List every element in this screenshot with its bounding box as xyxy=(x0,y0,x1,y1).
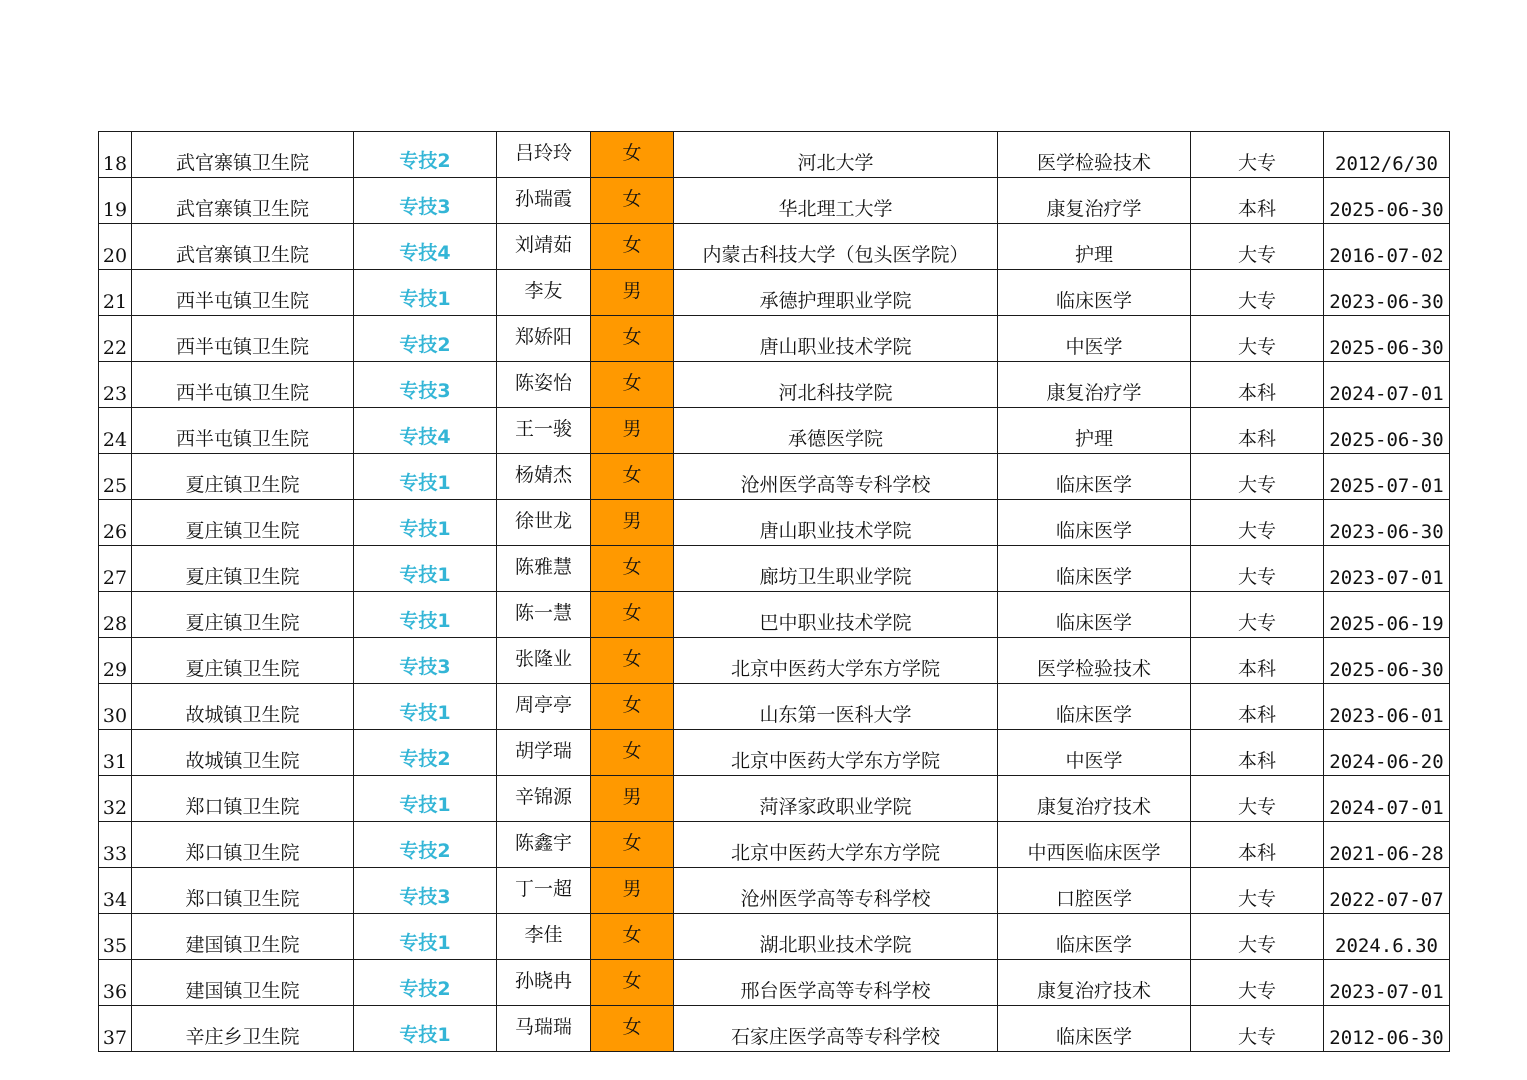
name-cell: 丁一超 xyxy=(497,868,591,914)
table-row xyxy=(99,684,1450,730)
post-cell: 专技2 xyxy=(354,822,497,868)
post-cell: 专技2 xyxy=(354,960,497,1006)
graduation-date-cell: 2025-06-30 xyxy=(1324,638,1450,684)
school-cell: 北京中医药大学东方学院 xyxy=(674,638,998,684)
major-cell: 护理 xyxy=(998,408,1191,454)
gender-cell: 女 xyxy=(591,960,674,1006)
gender-cell: 女 xyxy=(591,914,674,960)
table-row xyxy=(99,224,1450,270)
table-row xyxy=(99,960,1450,1006)
table-row xyxy=(99,914,1450,960)
graduation-date-cell: 2025-06-19 xyxy=(1324,592,1450,638)
post-cell: 专技1 xyxy=(354,914,497,960)
row-number-cell: 25 xyxy=(99,454,132,500)
school-cell: 河北科技学院 xyxy=(674,362,998,408)
name-cell: 陈姿怡 xyxy=(497,362,591,408)
school-cell: 北京中医药大学东方学院 xyxy=(674,730,998,776)
school-cell: 山东第一医科大学 xyxy=(674,684,998,730)
major-cell: 临床医学 xyxy=(998,546,1191,592)
gender-cell: 女 xyxy=(591,546,674,592)
education-cell: 大专 xyxy=(1191,960,1324,1006)
school-cell: 唐山职业技术学院 xyxy=(674,500,998,546)
major-cell: 中西医临床医学 xyxy=(998,822,1191,868)
school-cell: 廊坊卫生职业学院 xyxy=(674,546,998,592)
table-body xyxy=(99,132,1450,1052)
unit-cell: 夏庄镇卫生院 xyxy=(132,454,354,500)
school-cell: 石家庄医学高等专科学校 xyxy=(674,1006,998,1052)
post-cell: 专技1 xyxy=(354,776,497,822)
post-cell: 专技1 xyxy=(354,592,497,638)
name-cell: 李佳 xyxy=(497,914,591,960)
graduation-date-cell: 2023-07-01 xyxy=(1324,546,1450,592)
name-cell: 王一骏 xyxy=(497,408,591,454)
major-cell: 中医学 xyxy=(998,730,1191,776)
unit-cell: 西半屯镇卫生院 xyxy=(132,316,354,362)
row-number-cell: 34 xyxy=(99,868,132,914)
table-row xyxy=(99,1006,1450,1052)
school-cell: 巴中职业技术学院 xyxy=(674,592,998,638)
graduation-date-cell: 2024-07-01 xyxy=(1324,362,1450,408)
school-cell: 菏泽家政职业学院 xyxy=(674,776,998,822)
post-cell: 专技2 xyxy=(354,132,497,178)
school-cell: 河北大学 xyxy=(674,132,998,178)
table-row xyxy=(99,868,1450,914)
major-cell: 康复治疗学 xyxy=(998,178,1191,224)
gender-cell: 女 xyxy=(591,316,674,362)
education-cell: 本科 xyxy=(1191,684,1324,730)
row-number-cell: 20 xyxy=(99,224,132,270)
education-cell: 大专 xyxy=(1191,868,1324,914)
gender-cell: 男 xyxy=(591,868,674,914)
education-cell: 本科 xyxy=(1191,178,1324,224)
major-cell: 临床医学 xyxy=(998,454,1191,500)
post-cell: 专技3 xyxy=(354,868,497,914)
education-cell: 本科 xyxy=(1191,408,1324,454)
education-cell: 大专 xyxy=(1191,454,1324,500)
major-cell: 口腔医学 xyxy=(998,868,1191,914)
school-cell: 北京中医药大学东方学院 xyxy=(674,822,998,868)
post-cell: 专技1 xyxy=(354,500,497,546)
name-cell: 孙瑞霞 xyxy=(497,178,591,224)
graduation-date-cell: 2022-07-07 xyxy=(1324,868,1450,914)
gender-cell: 女 xyxy=(591,178,674,224)
row-number-cell: 30 xyxy=(99,684,132,730)
graduation-date-cell: 2023-06-01 xyxy=(1324,684,1450,730)
name-cell: 胡学瑞 xyxy=(497,730,591,776)
unit-cell: 夏庄镇卫生院 xyxy=(132,592,354,638)
graduation-date-cell: 2025-06-30 xyxy=(1324,408,1450,454)
unit-cell: 西半屯镇卫生院 xyxy=(132,270,354,316)
post-cell: 专技4 xyxy=(354,408,497,454)
graduation-date-cell: 2025-06-30 xyxy=(1324,316,1450,362)
post-cell: 专技4 xyxy=(354,224,497,270)
graduation-date-cell: 2023-07-01 xyxy=(1324,960,1450,1006)
post-cell: 专技2 xyxy=(354,316,497,362)
graduation-date-cell: 2025-06-30 xyxy=(1324,178,1450,224)
name-cell: 陈鑫宇 xyxy=(497,822,591,868)
school-cell: 内蒙古科技大学（包头医学院） xyxy=(674,224,998,270)
school-cell: 承德护理职业学院 xyxy=(674,270,998,316)
table-row xyxy=(99,592,1450,638)
row-number-cell: 27 xyxy=(99,546,132,592)
table-row xyxy=(99,822,1450,868)
education-cell: 本科 xyxy=(1191,638,1324,684)
post-cell: 专技1 xyxy=(354,684,497,730)
major-cell: 医学检验技术 xyxy=(998,638,1191,684)
major-cell: 护理 xyxy=(998,224,1191,270)
row-number-cell: 19 xyxy=(99,178,132,224)
unit-cell: 夏庄镇卫生院 xyxy=(132,500,354,546)
unit-cell: 郑口镇卫生院 xyxy=(132,776,354,822)
major-cell: 康复治疗技术 xyxy=(998,776,1191,822)
graduation-date-cell: 2023-06-30 xyxy=(1324,270,1450,316)
major-cell: 临床医学 xyxy=(998,684,1191,730)
name-cell: 张隆业 xyxy=(497,638,591,684)
unit-cell: 建国镇卫生院 xyxy=(132,960,354,1006)
table-row xyxy=(99,270,1450,316)
graduation-date-cell: 2024.6.30 xyxy=(1324,914,1450,960)
row-number-cell: 32 xyxy=(99,776,132,822)
major-cell: 临床医学 xyxy=(998,270,1191,316)
row-number-cell: 28 xyxy=(99,592,132,638)
unit-cell: 故城镇卫生院 xyxy=(132,730,354,776)
unit-cell: 武官寨镇卫生院 xyxy=(132,224,354,270)
row-number-cell: 21 xyxy=(99,270,132,316)
post-cell: 专技2 xyxy=(354,730,497,776)
graduation-date-cell: 2024-07-01 xyxy=(1324,776,1450,822)
row-number-cell: 22 xyxy=(99,316,132,362)
table-row xyxy=(99,408,1450,454)
post-cell: 专技1 xyxy=(354,270,497,316)
major-cell: 临床医学 xyxy=(998,914,1191,960)
name-cell: 孙晓冉 xyxy=(497,960,591,1006)
school-cell: 华北理工大学 xyxy=(674,178,998,224)
unit-cell: 武官寨镇卫生院 xyxy=(132,132,354,178)
major-cell: 临床医学 xyxy=(998,500,1191,546)
education-cell: 大专 xyxy=(1191,592,1324,638)
school-cell: 沧州医学高等专科学校 xyxy=(674,454,998,500)
table-row xyxy=(99,730,1450,776)
major-cell: 临床医学 xyxy=(998,1006,1191,1052)
education-cell: 本科 xyxy=(1191,730,1324,776)
gender-cell: 男 xyxy=(591,776,674,822)
unit-cell: 郑口镇卫生院 xyxy=(132,868,354,914)
table-row xyxy=(99,776,1450,822)
graduation-date-cell: 2016-07-02 xyxy=(1324,224,1450,270)
gender-cell: 女 xyxy=(591,730,674,776)
education-cell: 大专 xyxy=(1191,914,1324,960)
graduation-date-cell: 2012/6/30 xyxy=(1324,132,1450,178)
gender-cell: 女 xyxy=(591,362,674,408)
post-cell: 专技1 xyxy=(354,454,497,500)
education-cell: 大专 xyxy=(1191,500,1324,546)
school-cell: 沧州医学高等专科学校 xyxy=(674,868,998,914)
table-row xyxy=(99,132,1450,178)
graduation-date-cell: 2021-06-28 xyxy=(1324,822,1450,868)
table-row xyxy=(99,178,1450,224)
education-cell: 大专 xyxy=(1191,224,1324,270)
table-row xyxy=(99,500,1450,546)
gender-cell: 女 xyxy=(591,684,674,730)
name-cell: 陈一慧 xyxy=(497,592,591,638)
name-cell: 周亭亭 xyxy=(497,684,591,730)
row-number-cell: 36 xyxy=(99,960,132,1006)
major-cell: 康复治疗学 xyxy=(998,362,1191,408)
unit-cell: 故城镇卫生院 xyxy=(132,684,354,730)
major-cell: 中医学 xyxy=(998,316,1191,362)
personnel-table xyxy=(98,131,1450,1052)
major-cell: 康复治疗技术 xyxy=(998,960,1191,1006)
gender-cell: 男 xyxy=(591,500,674,546)
gender-cell: 女 xyxy=(591,224,674,270)
row-number-cell: 29 xyxy=(99,638,132,684)
unit-cell: 夏庄镇卫生院 xyxy=(132,546,354,592)
education-cell: 大专 xyxy=(1191,316,1324,362)
table-row xyxy=(99,454,1450,500)
row-number-cell: 35 xyxy=(99,914,132,960)
table-row xyxy=(99,638,1450,684)
unit-cell: 郑口镇卫生院 xyxy=(132,822,354,868)
major-cell: 临床医学 xyxy=(998,592,1191,638)
unit-cell: 西半屯镇卫生院 xyxy=(132,408,354,454)
table-row xyxy=(99,362,1450,408)
name-cell: 辛锦源 xyxy=(497,776,591,822)
graduation-date-cell: 2024-06-20 xyxy=(1324,730,1450,776)
name-cell: 马瑞瑞 xyxy=(497,1006,591,1052)
school-cell: 湖北职业技术学院 xyxy=(674,914,998,960)
education-cell: 本科 xyxy=(1191,362,1324,408)
gender-cell: 女 xyxy=(591,454,674,500)
unit-cell: 夏庄镇卫生院 xyxy=(132,638,354,684)
gender-cell: 女 xyxy=(591,1006,674,1052)
table-row xyxy=(99,316,1450,362)
unit-cell: 武官寨镇卫生院 xyxy=(132,178,354,224)
education-cell: 本科 xyxy=(1191,822,1324,868)
graduation-date-cell: 2023-06-30 xyxy=(1324,500,1450,546)
row-number-cell: 24 xyxy=(99,408,132,454)
school-cell: 承德医学院 xyxy=(674,408,998,454)
education-cell: 大专 xyxy=(1191,546,1324,592)
row-number-cell: 37 xyxy=(99,1006,132,1052)
gender-cell: 男 xyxy=(591,408,674,454)
education-cell: 大专 xyxy=(1191,1006,1324,1052)
row-number-cell: 26 xyxy=(99,500,132,546)
unit-cell: 西半屯镇卫生院 xyxy=(132,362,354,408)
graduation-date-cell: 2012-06-30 xyxy=(1324,1006,1450,1052)
name-cell: 杨婧杰 xyxy=(497,454,591,500)
post-cell: 专技1 xyxy=(354,546,497,592)
name-cell: 李友 xyxy=(497,270,591,316)
name-cell: 刘靖茹 xyxy=(497,224,591,270)
school-cell: 唐山职业技术学院 xyxy=(674,316,998,362)
education-cell: 大专 xyxy=(1191,270,1324,316)
row-number-cell: 33 xyxy=(99,822,132,868)
name-cell: 徐世龙 xyxy=(497,500,591,546)
post-cell: 专技3 xyxy=(354,178,497,224)
school-cell: 邢台医学高等专科学校 xyxy=(674,960,998,1006)
major-cell: 医学检验技术 xyxy=(998,132,1191,178)
table-row xyxy=(99,546,1450,592)
gender-cell: 女 xyxy=(591,132,674,178)
education-cell: 大专 xyxy=(1191,132,1324,178)
name-cell: 陈雅慧 xyxy=(497,546,591,592)
unit-cell: 建国镇卫生院 xyxy=(132,914,354,960)
graduation-date-cell: 2025-07-01 xyxy=(1324,454,1450,500)
gender-cell: 女 xyxy=(591,638,674,684)
unit-cell: 辛庄乡卫生院 xyxy=(132,1006,354,1052)
row-number-cell: 23 xyxy=(99,362,132,408)
gender-cell: 女 xyxy=(591,822,674,868)
name-cell: 吕玲玲 xyxy=(497,132,591,178)
post-cell: 专技1 xyxy=(354,1006,497,1052)
gender-cell: 男 xyxy=(591,270,674,316)
post-cell: 专技3 xyxy=(354,362,497,408)
gender-cell: 女 xyxy=(591,592,674,638)
education-cell: 大专 xyxy=(1191,776,1324,822)
name-cell: 郑娇阳 xyxy=(497,316,591,362)
row-number-cell: 18 xyxy=(99,132,132,178)
post-cell: 专技3 xyxy=(354,638,497,684)
row-number-cell: 31 xyxy=(99,730,132,776)
